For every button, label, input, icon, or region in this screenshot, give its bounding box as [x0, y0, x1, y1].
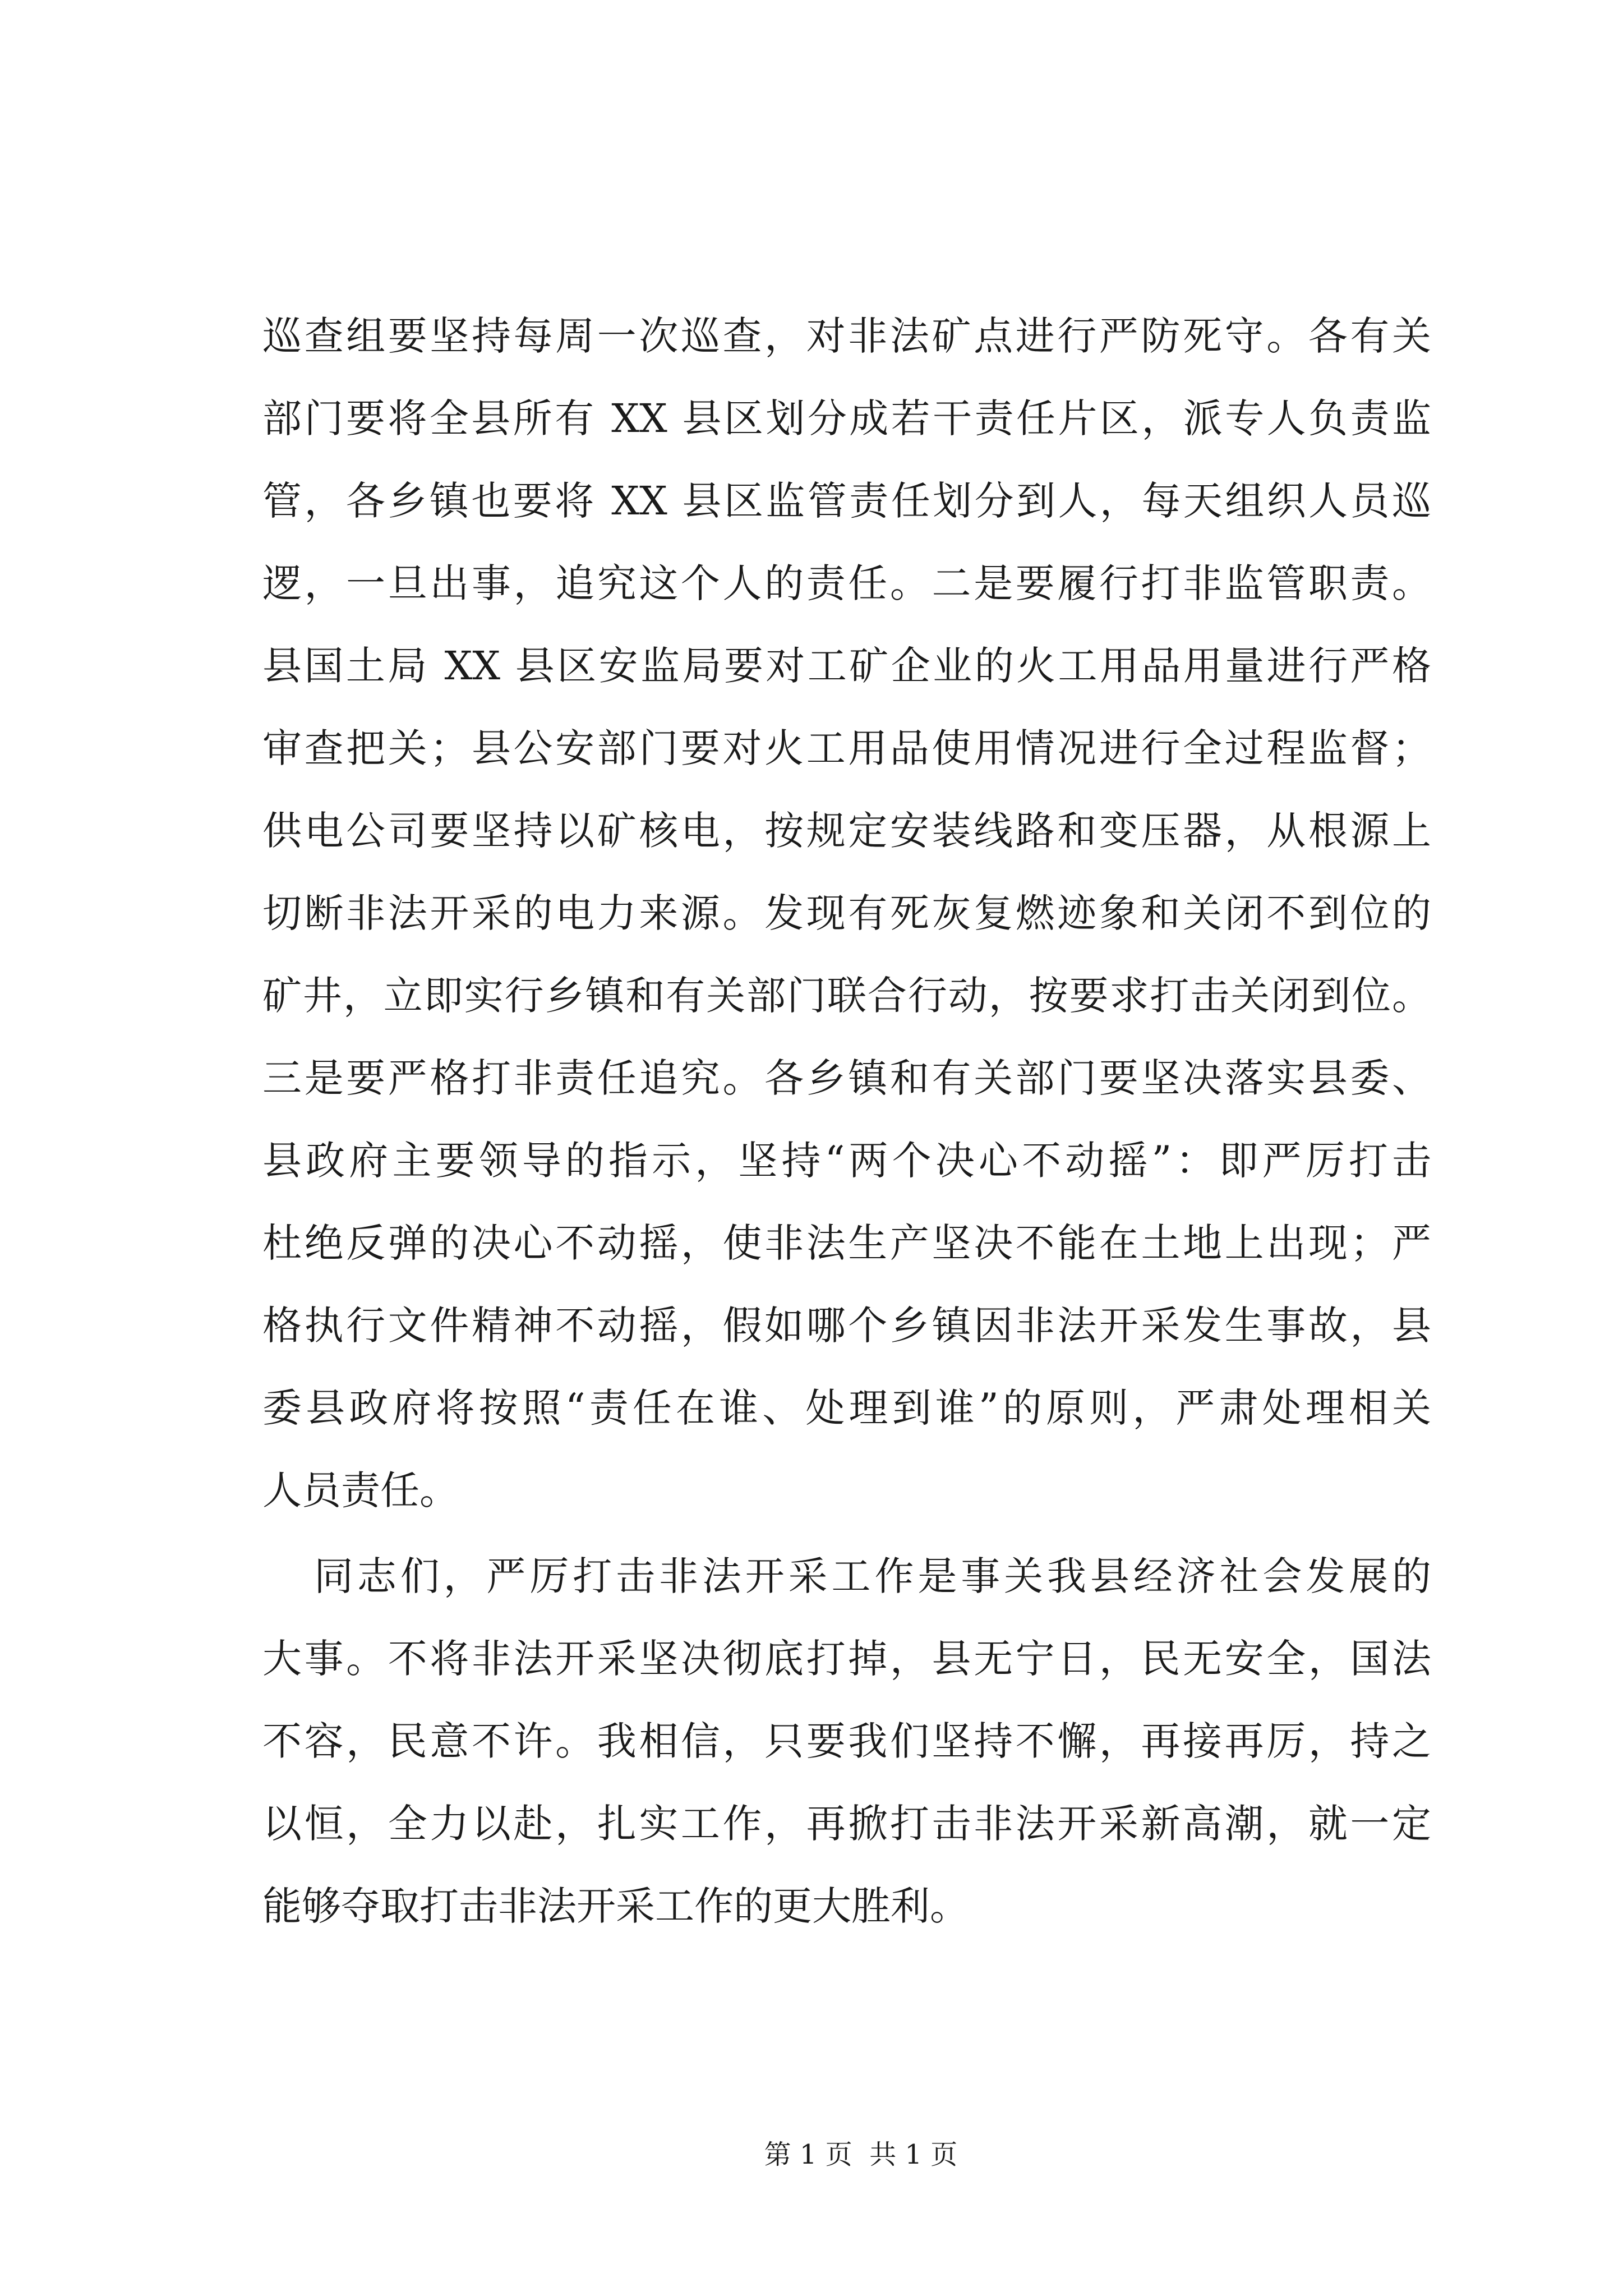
text-line: 矿井，立即实行乡镇和有关部门联合行动，按要求打击关闭到位。 [262, 973, 1431, 1019]
text-line: 格执行文件精神不动摇，假如哪个乡镇因非法开采发生事故，县 [262, 1303, 1431, 1349]
page-footer: 第 1 页 共 1 页 [764, 2139, 958, 2170]
text-line: 县政府主要领导的指示，坚持“两个决心不动摇”：即严厉打击 [262, 1138, 1431, 1184]
text-line: 委县政府将按照“责任在谁、处理到谁”的原则，严肃处理相关 [262, 1385, 1431, 1431]
paragraph [262, 295, 1431, 1532]
text-line: 不容，民意不许。我相信，只要我们坚持不懈，再接再厉，持之 [262, 1718, 1431, 1764]
text-line: 杜绝反弹的决心不动摇，使非法生产坚决不能在土地上出现；严 [262, 1220, 1431, 1266]
text-line: 以恒，全力以赴，扎实工作，再掀打击非法开采新高潮，就一定 [262, 1801, 1431, 1847]
text-line: 供电公司要坚持以矿核电，按规定安装线路和变压器，从根源上 [262, 808, 1431, 854]
text-line: 逻，一旦出事，追究这个人的责任。二是要履行打非监管职责。 [262, 560, 1431, 606]
text-line: 三是要严格打非责任追究。各乡镇和有关部门要坚决落实县委、 [262, 1055, 1431, 1101]
text-line: 能够夺取打击非法开采工作的更大胜利。 [262, 1883, 969, 1929]
text-line: 审查把关；县公安部门要对火工用品使用情况进行全过程监督； [262, 725, 1431, 771]
text-line: 县国土局 XX 县区安监局要对工矿企业的火工用品用量进行严格 [262, 643, 1431, 689]
body-text [262, 295, 1431, 1948]
paragraph [262, 1535, 1431, 1948]
text-line: 大事。不将非法开采坚决彻底打掉，县无宁日，民无安全，国法 [262, 1636, 1431, 1682]
text-line: 巡查组要坚持每周一次巡查，对非法矿点进行严防死守。各有关 [262, 313, 1431, 359]
text-line: 同志们，严厉打击非法开采工作是事关我县经济社会发展的 [314, 1553, 1431, 1599]
text-line: 管，各乡镇也要将 XX 县区监管责任划分到人，每天组织人员巡 [262, 478, 1431, 524]
text-line: 人员责任。 [262, 1467, 459, 1513]
text-line: 切断非法开采的电力来源。发现有死灰复燃迹象和关闭不到位的 [262, 890, 1431, 936]
text-line: 部门要将全县所有 XX 县区划分成若干责任片区，派专人负责监 [262, 395, 1431, 441]
